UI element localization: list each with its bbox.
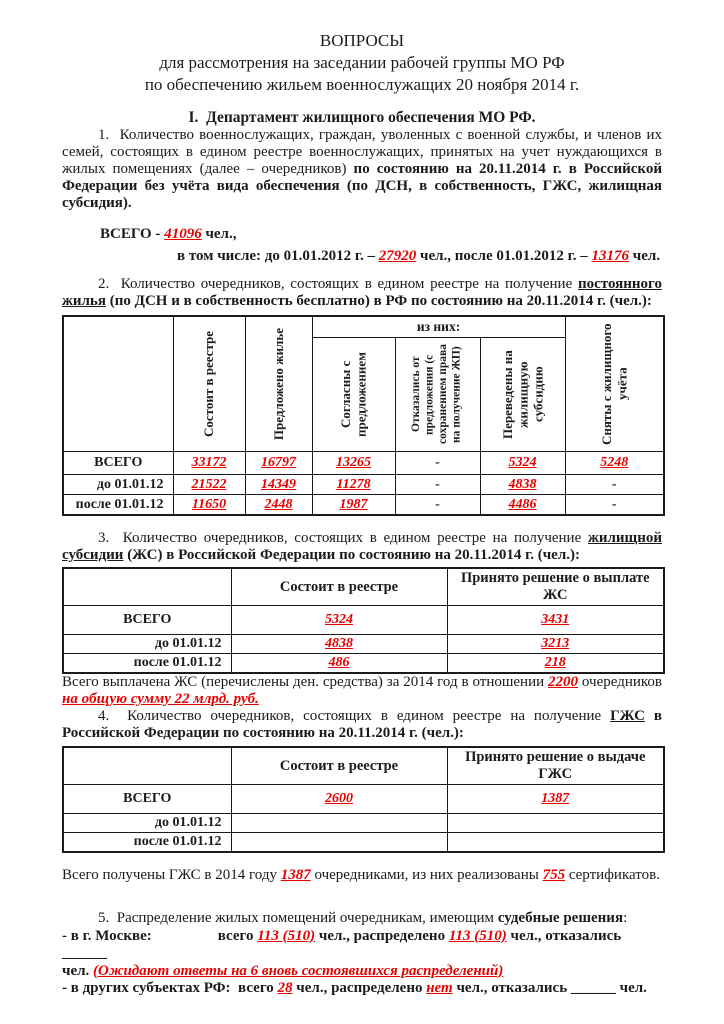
paragraph-5-intro <box>62 910 662 928</box>
table-cell: 486 <box>231 654 447 674</box>
table-cell: 4838 <box>480 475 565 495</box>
table-gzhs <box>62 746 665 853</box>
table-cell: 11278 <box>312 475 395 495</box>
total-suffix: чел., <box>201 226 237 242</box>
table-cell <box>447 833 664 853</box>
other-suffix: чел., отказались ______ чел. <box>452 980 647 996</box>
breakdown-mid: чел., после 01.01.2012 г. – <box>416 248 592 264</box>
paragraph-4-bold: в Российской Федерации по состоянию на 20.11.2014 г. (чел.): <box>62 708 662 741</box>
table-cell: - <box>565 475 664 495</box>
paragraph-2 <box>62 276 662 310</box>
table-cell: 3213 <box>447 635 664 654</box>
table-cell: 5324 <box>231 606 447 635</box>
table-cell: - <box>565 495 664 516</box>
table2-header-offered: Предложено жилье <box>245 316 312 452</box>
other-total-value: 28 <box>277 980 293 996</box>
other-mid: чел., распределено <box>292 980 427 996</box>
gzhs-received-count: 1387 <box>280 867 311 883</box>
moscow-suffix: чел., отказались ______ <box>62 927 622 961</box>
table-permanent-housing <box>62 315 665 516</box>
totals-block <box>62 223 662 267</box>
table-cell: 4838 <box>231 635 447 654</box>
table-cell: 5248 <box>565 452 664 475</box>
breakdown-prefix: в том числе: до 01.01.2012 г. – <box>177 248 379 264</box>
table-cell: 2448 <box>245 495 312 516</box>
table-cell: - <box>395 475 480 495</box>
table2-header-agreed: Согласны с предложением <box>312 338 395 452</box>
value-after-2012: 13176 <box>591 248 630 264</box>
paragraph-2-underlined: постоянного жилья <box>62 276 662 309</box>
gzhs-received-text3: сертификатов. <box>565 867 660 883</box>
paragraph-1-bold: по состоянию на 20.11.2014 г. в Российской Федерации без учёта вида обеспечения (по ДСН, в собственность, ГЖС, жилищная субсидия). <box>62 161 662 211</box>
row-label: до 01.01.12 <box>63 475 173 495</box>
table-cell: 13265 <box>312 452 395 475</box>
doc-title-line2: для рассмотрения на заседании рабочей группы МО РФ <box>159 53 565 72</box>
table4-header-decision: Принято решение о выдаче ГЖС <box>447 747 664 785</box>
section-5 <box>62 910 662 998</box>
table-row <box>63 495 664 516</box>
paragraph-5-text: 5. Распределение жилых помещений очередникам, имеющим <box>98 910 498 926</box>
paragraph-1-text: 1. Количество военнослужащих, граждан, уволенных с военной службы, и членов их семей, состоящих в едином реестре военнослужащих, принятых на учет нуждающихся в жилых помещениях (далее – очередников) <box>62 127 662 177</box>
value-before-2012: 27920 <box>378 248 417 264</box>
table-cell: 16797 <box>245 452 312 475</box>
doc-title-line1: ВОПРОСЫ <box>319 31 405 50</box>
table-housing-subsidy <box>62 567 665 674</box>
other-prefix: - в других субъектах РФ: всего <box>62 980 278 996</box>
paragraph-5-bold: судебные решения <box>497 910 624 926</box>
table3-corner-cell <box>63 568 231 606</box>
table-cell: 1987 <box>312 495 395 516</box>
row-label: ВСЕГО <box>63 452 173 475</box>
table-cell: 5324 <box>480 452 565 475</box>
row-label: после 01.01.12 <box>63 654 231 674</box>
table-row <box>63 785 664 814</box>
table2-header-refused: Отказались от предложения (с сохранением права на получение ЖП) <box>395 338 480 452</box>
paragraph-4-underlined: ГЖС <box>610 708 645 724</box>
moscow-pre: всего <box>217 927 258 944</box>
table-cell <box>231 833 447 853</box>
table-cell: 218 <box>447 654 664 674</box>
row-label: ВСЕГО <box>63 606 231 635</box>
moscow-total-value: 113 (510) <box>257 927 316 944</box>
table4-corner-cell <box>63 747 231 785</box>
paragraph-4 <box>62 708 662 742</box>
other-regions-line <box>62 980 662 998</box>
moscow-distributed-value: 113 (510) <box>448 927 507 944</box>
moscow-line2-prefix: чел. <box>62 962 94 979</box>
table-cell <box>447 814 664 833</box>
table2-header-ofwhich: из них: <box>312 316 565 338</box>
subsidy-paid-count: 2200 <box>548 674 579 690</box>
table-cell: - <box>395 495 480 516</box>
paragraph-2-bold: (по ДСН и в собственность бесплатно) в РФ по состоянию на 20.11.2014 г. (чел.): <box>105 293 652 309</box>
subsidy-paid-text2: очередников <box>578 674 662 690</box>
moscow-note: (Ожидают ответы на 6 вновь состоявшихся распределений) <box>93 962 504 979</box>
table-row <box>63 452 664 475</box>
table2-header-removed: Сняты с жилищного учёта <box>565 316 664 452</box>
table-row <box>63 475 664 495</box>
paragraph-3-underlined: жилищной субсидии <box>62 530 662 563</box>
paragraph-3-text: 3. Количество очередников, состоящих в едином реестре на получение <box>98 530 588 546</box>
table-cell: 11650 <box>173 495 245 516</box>
table-cell: 4486 <box>480 495 565 516</box>
moscow-label: - в г. Москве: <box>62 927 152 944</box>
table-row <box>63 654 664 674</box>
other-distributed-value: нет <box>426 980 453 996</box>
subsidy-paid-sum: на общую сумму 22 млрд. руб. <box>62 691 259 707</box>
paragraph-1 <box>62 127 662 212</box>
paragraph-3 <box>62 530 662 564</box>
table-cell: - <box>395 452 480 475</box>
row-label: до 01.01.12 <box>63 635 231 654</box>
gzhs-received-text1: Всего получены ГЖС в 2014 году <box>62 867 281 883</box>
table-cell <box>231 814 447 833</box>
table4-header-registry: Состоит в реестре <box>231 747 447 785</box>
table-cell: 14349 <box>245 475 312 495</box>
table-cell: 3431 <box>447 606 664 635</box>
row-label: ВСЕГО <box>63 785 231 814</box>
table-cell: 33172 <box>173 452 245 475</box>
paragraph-3-bold: (ЖС) в Российской Федерации по состоянию на 20.11.2014 г. (чел.): <box>123 547 580 563</box>
table-row <box>63 635 664 654</box>
total-breakdown-line <box>177 245 662 267</box>
paragraph-gzhs-received <box>62 867 662 884</box>
paragraph-2-text: 2. Количество очередников, состоящих в едином реестре на получение <box>98 276 578 292</box>
gzhs-certificates-count: 755 <box>542 867 566 883</box>
gzhs-received-text2: очередниками, из них реализованы <box>310 867 543 883</box>
total-value: 41096 <box>164 226 202 242</box>
section-heading-department: I. Департамент жилищного обеспечения МО РФ. <box>188 109 536 126</box>
moscow-mid: чел., распределено <box>315 927 449 944</box>
table2-corner-cell <box>63 316 173 452</box>
row-label: после 01.01.12 <box>63 495 173 516</box>
table-row <box>63 814 664 833</box>
breakdown-suffix: чел. <box>629 248 661 264</box>
moscow-line2 <box>62 963 662 981</box>
table2-header-transferred: Переведены на жилищную субсидию <box>480 338 565 452</box>
table-row <box>63 606 664 635</box>
total-label: ВСЕГО - <box>100 226 165 242</box>
table-cell: 21522 <box>173 475 245 495</box>
paragraph-4-text: 4. Количество очередников, состоящих в едином реестре на получение <box>98 708 611 724</box>
table3-header-decision: Принято решение о выплате ЖС <box>447 568 664 606</box>
table-cell: 1387 <box>447 785 664 814</box>
total-line <box>100 223 662 245</box>
table-cell: 2600 <box>231 785 447 814</box>
table3-header-registry: Состоит в реестре <box>231 568 447 606</box>
row-label: до 01.01.12 <box>63 814 231 833</box>
subsidy-paid-text1: Всего выплачена ЖС (перечислены ден. средства) за 2014 год в отношении <box>62 674 549 690</box>
moscow-line <box>62 928 662 963</box>
paragraph-subsidy-paid <box>62 674 662 708</box>
table-row <box>63 833 664 853</box>
table2-header-registry: Состоит в реестре <box>173 316 245 452</box>
row-label: после 01.01.12 <box>63 833 231 853</box>
paragraph-5-colon: : <box>623 910 628 926</box>
doc-title-line3: по обеспечению жильем военнослужащих 20 ноября 2014 г. <box>144 75 580 94</box>
